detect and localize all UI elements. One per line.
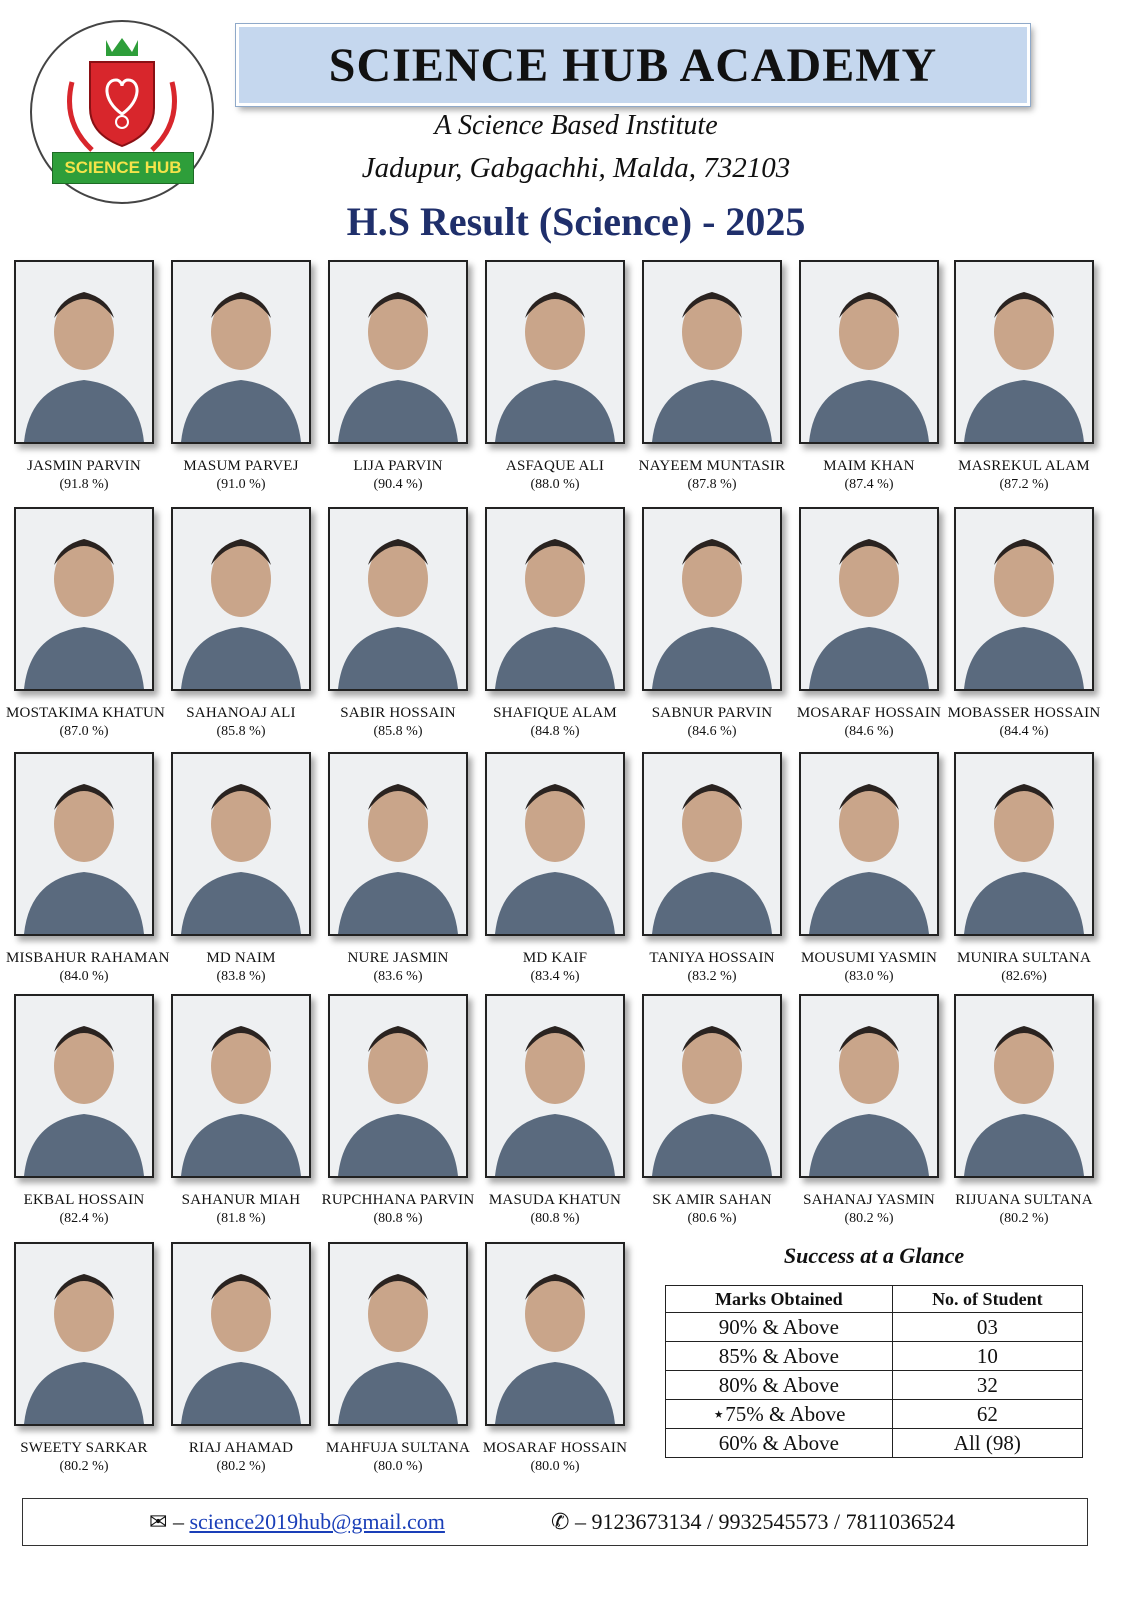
student-percentage: (85.8 %) <box>373 724 423 739</box>
student-card <box>163 260 319 493</box>
success-table <box>665 1285 1083 1458</box>
result-title: H.S Result (Science) - 2025 <box>346 199 806 244</box>
table-row <box>666 1429 1083 1458</box>
student-photo <box>328 1242 468 1426</box>
phone-numbers: – 9123673134 / 9932545573 / 7811036524 <box>574 1509 955 1534</box>
student-photo <box>171 260 311 444</box>
student-card <box>6 507 166 740</box>
student-photo <box>171 994 311 1178</box>
table-row <box>666 1313 1083 1342</box>
student-name: EKBAL HOSSAIN <box>23 1192 145 1208</box>
student-card <box>320 260 476 493</box>
envelope-icon: ✉ <box>149 1509 168 1534</box>
student-card <box>791 994 947 1227</box>
student-card <box>946 752 1102 985</box>
student-photo <box>485 752 625 936</box>
student-name: SAHANUR MIAH <box>181 1192 301 1208</box>
student-photo <box>328 507 468 691</box>
student-name: SK AMIR SAHAN <box>652 1192 772 1208</box>
student-card <box>6 752 170 985</box>
student-percentage: (80.2 %) <box>59 1459 109 1474</box>
student-percentage: (80.0 %) <box>373 1459 423 1474</box>
student-percentage: (88.0 %) <box>530 477 580 492</box>
student-percentage: (91.0 %) <box>216 477 266 492</box>
glance-title: Success at a Glance <box>783 1243 965 1268</box>
student-percentage: (84.8 %) <box>530 724 580 739</box>
count-cell: 32 <box>892 1371 1082 1400</box>
student-percentage: (87.0 %) <box>59 724 109 739</box>
student-name: MUNIRA SULTANA <box>957 950 1091 966</box>
student-photo <box>799 752 939 936</box>
marks-cell: 85% & Above <box>666 1342 893 1371</box>
column-header: Marks Obtained <box>666 1286 893 1313</box>
student-card <box>791 260 947 493</box>
student-card <box>320 994 476 1227</box>
student-name: SABIR HOSSAIN <box>340 705 456 721</box>
student-card <box>477 752 633 985</box>
student-name: RUPCHHANA PARVIN <box>321 1192 475 1208</box>
student-percentage: (84.6 %) <box>687 724 737 739</box>
student-percentage: (90.4 %) <box>373 477 423 492</box>
tagline: A Science Based Institute <box>434 110 718 141</box>
student-percentage: (80.2 %) <box>216 1459 266 1474</box>
student-photo <box>485 260 625 444</box>
student-percentage: (82.6%) <box>1001 969 1047 984</box>
student-photo <box>954 507 1094 691</box>
student-percentage: (80.2 %) <box>844 1211 894 1226</box>
student-name: SAHANOAJ ALI <box>186 705 296 721</box>
count-cell: 62 <box>892 1400 1082 1429</box>
student-name: MOSTAKIMA KHATUN <box>6 705 166 721</box>
student-percentage: (87.2 %) <box>999 477 1049 492</box>
student-percentage: (84.0 %) <box>59 969 109 984</box>
student-photo <box>485 507 625 691</box>
student-percentage: (87.8 %) <box>687 477 737 492</box>
marks-cell: ⋆75% & Above <box>666 1400 893 1429</box>
count-cell: All (98) <box>892 1429 1082 1458</box>
student-card <box>946 994 1102 1227</box>
student-name: RIAJ AHAMAD <box>188 1440 294 1456</box>
student-card <box>946 260 1102 493</box>
student-name: MOUSUMI YASMIN <box>800 950 937 966</box>
student-percentage: (80.6 %) <box>687 1211 737 1226</box>
table-header-row <box>666 1286 1083 1313</box>
student-photo <box>642 752 782 936</box>
student-photo <box>485 994 625 1178</box>
student-name: MOBASSER HOSSAIN <box>947 705 1101 721</box>
student-photo <box>171 507 311 691</box>
student-card <box>320 507 476 740</box>
student-name: MAHFUJA SULTANA <box>325 1440 471 1456</box>
student-card <box>634 994 790 1227</box>
student-percentage: (83.6 %) <box>373 969 423 984</box>
student-percentage: (87.4 %) <box>844 477 894 492</box>
student-name: MOSARAF HOSSAIN <box>796 705 942 721</box>
student-card <box>6 1242 162 1475</box>
student-photo <box>485 1242 625 1426</box>
student-card <box>6 994 162 1227</box>
marks-cell: 80% & Above <box>666 1371 893 1400</box>
student-percentage: (80.8 %) <box>373 1211 423 1226</box>
student-card <box>163 1242 319 1475</box>
logo-banner-text: SCIENCE HUB <box>52 152 194 184</box>
student-percentage: (82.4 %) <box>59 1211 109 1226</box>
email-link[interactable]: science2019hub@gmail.com <box>189 1509 445 1534</box>
student-photo <box>171 752 311 936</box>
student-card <box>163 752 319 985</box>
student-card <box>6 260 162 493</box>
student-name: SABNUR PARVIN <box>651 705 773 721</box>
address: Jadupur, Gabgachhi, Malda, 732103 <box>361 152 791 184</box>
student-photo <box>14 994 154 1178</box>
student-name: JASMIN PARVIN <box>27 458 141 474</box>
email-contact <box>149 1509 445 1535</box>
student-percentage: (84.6 %) <box>844 724 894 739</box>
student-name: MAIM KHAN <box>823 458 915 474</box>
student-name: MD KAIF <box>522 950 588 966</box>
student-photo <box>799 507 939 691</box>
student-name: SWEETY SARKAR <box>20 1440 148 1456</box>
student-photo <box>954 260 1094 444</box>
student-name: MASREKUL ALAM <box>958 458 1090 474</box>
count-cell: 10 <box>892 1342 1082 1371</box>
student-photo <box>642 994 782 1178</box>
student-card <box>946 507 1102 740</box>
student-percentage: (80.0 %) <box>530 1459 580 1474</box>
student-name: TANIYA HOSSAIN <box>649 950 775 966</box>
student-card <box>477 507 633 740</box>
count-cell: 03 <box>892 1313 1082 1342</box>
student-percentage: (80.8 %) <box>530 1211 580 1226</box>
student-card <box>477 994 633 1227</box>
student-name: MASUM PARVEJ <box>183 458 299 474</box>
student-photo <box>642 507 782 691</box>
student-card <box>634 752 790 985</box>
student-card <box>163 994 319 1227</box>
student-photo <box>171 1242 311 1426</box>
student-percentage: (84.4 %) <box>999 724 1049 739</box>
student-name: SHAFIQUE ALAM <box>493 705 617 721</box>
student-card <box>163 507 319 740</box>
student-photo <box>954 994 1094 1178</box>
student-photo <box>14 752 154 936</box>
student-name: LIJA PARVIN <box>353 458 443 474</box>
student-photo <box>954 752 1094 936</box>
student-photo <box>328 260 468 444</box>
student-photo <box>14 507 154 691</box>
table-row <box>666 1371 1083 1400</box>
marks-cell: 90% & Above <box>666 1313 893 1342</box>
phone-icon: ✆ <box>551 1509 570 1534</box>
student-photo <box>328 994 468 1178</box>
student-percentage: (85.8 %) <box>216 724 266 739</box>
phone-contact <box>551 1509 955 1535</box>
student-photo <box>642 260 782 444</box>
student-card <box>320 752 476 985</box>
student-percentage: (83.0 %) <box>844 969 894 984</box>
student-name: SAHANAJ YASMIN <box>803 1192 935 1208</box>
student-card <box>634 260 790 493</box>
student-name: ASFAQUE ALI <box>505 458 605 474</box>
student-name: MOSARAF HOSSAIN <box>482 1440 628 1456</box>
student-card <box>634 507 790 740</box>
student-percentage: (91.8 %) <box>59 477 109 492</box>
student-name: RIJUANA SULTANA <box>955 1192 1093 1208</box>
student-name: NAYEEM MUNTASIR <box>638 458 786 474</box>
student-percentage: (81.8 %) <box>216 1211 266 1226</box>
academy-title: SCIENCE HUB ACADEMY <box>328 38 938 92</box>
student-name: MD NAIM <box>206 950 276 966</box>
student-percentage: (80.2 %) <box>999 1211 1049 1226</box>
contact-footer <box>22 1498 1088 1546</box>
student-name: MISBAHUR RAHAMAN <box>6 950 170 966</box>
student-photo <box>14 260 154 444</box>
student-photo <box>799 994 939 1178</box>
student-card <box>320 1242 476 1475</box>
student-percentage: (83.2 %) <box>687 969 737 984</box>
student-card <box>791 507 947 740</box>
student-name: NURE JASMIN <box>347 950 449 966</box>
student-card <box>791 752 947 985</box>
student-name: MASUDA KHATUN <box>488 1192 622 1208</box>
student-percentage: (83.8 %) <box>216 969 266 984</box>
student-photo <box>328 752 468 936</box>
student-photo <box>14 1242 154 1426</box>
table-row <box>666 1400 1083 1429</box>
student-photo <box>799 260 939 444</box>
student-card <box>477 260 633 493</box>
student-card <box>477 1242 633 1475</box>
column-header: No. of Student <box>892 1286 1082 1313</box>
student-percentage: (83.4 %) <box>530 969 580 984</box>
marks-cell: 60% & Above <box>666 1429 893 1458</box>
table-row <box>666 1342 1083 1371</box>
email-prefix: – <box>172 1509 184 1534</box>
